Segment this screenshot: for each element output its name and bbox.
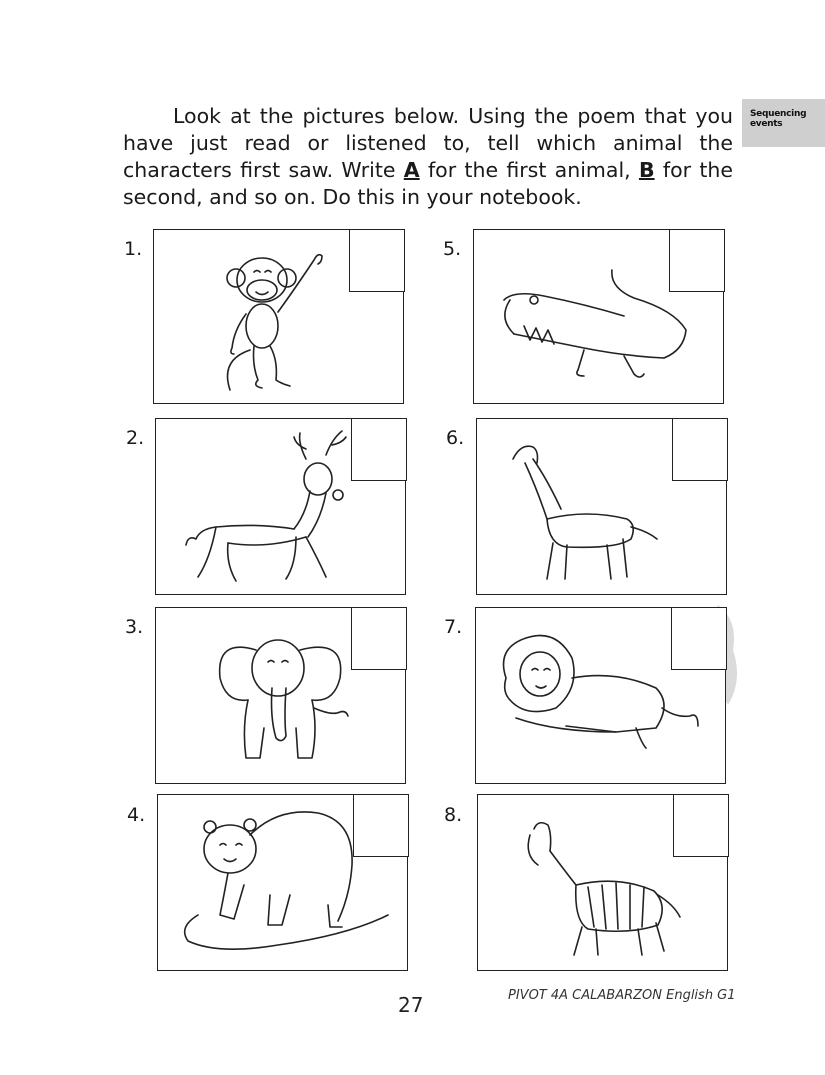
item-number-2: 2. xyxy=(126,427,145,449)
tab-line-1: Sequencing xyxy=(750,109,807,119)
answer-box-4[interactable] xyxy=(353,794,409,857)
section-tab xyxy=(742,99,825,147)
picture-frame-6 xyxy=(476,418,727,595)
picture-frame-4 xyxy=(157,794,408,971)
answer-box-7[interactable] xyxy=(671,607,727,670)
answer-box-8[interactable] xyxy=(673,794,729,857)
picture-frame-8 xyxy=(477,794,728,971)
item-number-8: 8. xyxy=(444,804,463,826)
picture-frame-1 xyxy=(153,229,404,404)
tab-line-2: events xyxy=(750,119,783,129)
answer-box-5[interactable] xyxy=(669,229,725,292)
picture-frame-7 xyxy=(475,607,726,784)
item-number-7: 7. xyxy=(444,616,463,638)
answer-box-1[interactable] xyxy=(349,229,405,292)
answer-box-2[interactable] xyxy=(351,418,407,481)
item-number-4: 4. xyxy=(127,804,146,826)
picture-frame-2 xyxy=(155,418,406,595)
picture-frame-5 xyxy=(473,229,724,404)
answer-box-6[interactable] xyxy=(672,418,728,481)
instructions-paragraph xyxy=(123,103,733,211)
publication-footer: PIVOT 4A CALABARZON English G1 xyxy=(508,988,736,1003)
instructions-part-3: for the second, and so on. Do this in your notebook. xyxy=(123,158,733,209)
item-number-3: 3. xyxy=(125,616,144,638)
item-number-6: 6. xyxy=(446,427,465,449)
letter-b: B xyxy=(638,158,655,182)
page-number: 27 xyxy=(398,993,424,1017)
instructions-part-2: for the first animal, xyxy=(419,158,639,182)
item-number-1: 1. xyxy=(124,238,143,260)
letter-a: A xyxy=(403,158,420,182)
picture-frame-3 xyxy=(155,607,406,784)
answer-box-3[interactable] xyxy=(351,607,407,670)
instructions-part-1: Look at the pictures below. Using the poem that you have just read or listened to, tell which animal the characters first saw. Write xyxy=(123,104,733,182)
item-number-5: 5. xyxy=(443,238,462,260)
